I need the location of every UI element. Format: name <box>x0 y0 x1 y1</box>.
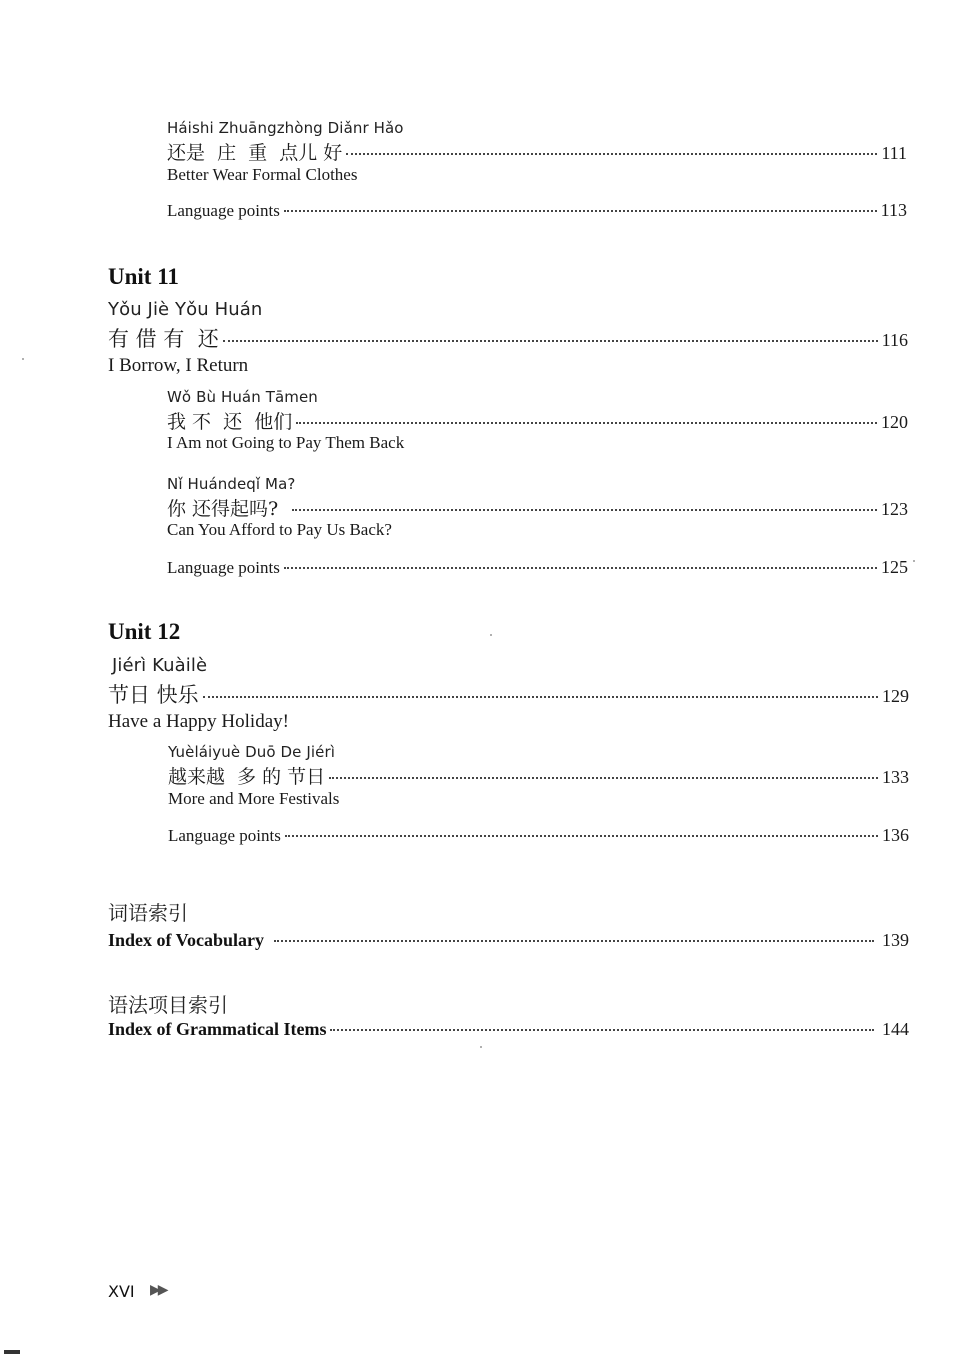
language-points-label: Language points <box>168 826 281 845</box>
page-number: 144 <box>882 1019 909 1039</box>
page-number: 139 <box>882 930 909 950</box>
scan-mark <box>4 1350 20 1354</box>
unit-heading: Unit 12 <box>108 619 181 644</box>
dot-leader <box>274 940 874 942</box>
dot-leader <box>285 835 878 837</box>
dot-leader <box>223 340 878 342</box>
toc-entry-language-points[interactable] <box>168 825 909 846</box>
unit-english: I Borrow, I Return <box>108 355 249 376</box>
toc-entry-yueláiyue-duo-de-jieri[interactable] <box>168 762 909 789</box>
dot-leader <box>284 210 877 212</box>
lesson-english: More and More Festivals <box>168 789 340 808</box>
lesson-pinyin: Nǐ Huándeqǐ Ma? <box>167 475 296 493</box>
lesson-english: Better Wear Formal Clothes <box>167 165 358 184</box>
unit-pinyin: Yǒu Jiè Yǒu Huán <box>108 299 263 320</box>
toc-entry-index-of-grammatical-items[interactable] <box>108 1019 909 1040</box>
scan-speck <box>490 634 492 636</box>
toc-entry-better-wear-formal-clothes[interactable] <box>167 138 907 165</box>
dot-leader <box>329 777 878 779</box>
toc-entry-language-points[interactable] <box>167 557 908 578</box>
page-number: 129 <box>882 686 909 706</box>
page-number: 111 <box>881 143 907 163</box>
unit-hanzi: 节日 快乐 <box>108 683 199 707</box>
index-grammar-english: Index of Grammatical Items <box>108 1019 327 1039</box>
dot-leader <box>296 422 877 424</box>
double-chevron-right-icon: ▶▶ <box>150 1282 166 1298</box>
lesson-pinyin: Yuèláiyuè Duō De Jiérì <box>168 743 335 761</box>
toc-entry-index-of-vocabulary[interactable] <box>108 930 909 951</box>
toc-entry-unit-12[interactable] <box>108 679 909 709</box>
language-points-label: Language points <box>167 558 280 577</box>
lesson-pinyin: Háishi Zhuāngzhòng Diǎnr Hǎo <box>167 119 404 137</box>
lesson-pinyin: Wǒ Bù Huán Tāmen <box>167 388 318 406</box>
unit-english: Have a Happy Holiday! <box>108 711 289 732</box>
page-number: 113 <box>880 200 907 220</box>
lesson-english: I Am not Going to Pay Them Back <box>167 433 405 452</box>
lesson-english: Can You Afford to Pay Us Back? <box>167 520 392 539</box>
scan-speck <box>480 1046 482 1048</box>
lesson-hanzi: 你 还得起吗? <box>167 498 279 520</box>
page-number: 136 <box>882 825 909 845</box>
index-vocabulary-english: Index of Vocabulary <box>108 930 265 950</box>
index-grammar-chinese: 语法项目索引 <box>108 993 228 1017</box>
dot-leader <box>330 1029 874 1031</box>
scan-speck <box>913 560 915 562</box>
language-points-label: Language points <box>167 201 280 220</box>
dot-leader <box>203 696 878 698</box>
page-number: 116 <box>881 330 908 350</box>
toc-entry-language-points[interactable] <box>167 200 907 221</box>
page-number: 120 <box>881 412 908 432</box>
dot-leader <box>292 509 877 511</box>
dot-leader <box>284 567 877 569</box>
page-folio: XVI <box>108 1282 135 1301</box>
toc-entry-unit-11[interactable] <box>108 323 908 353</box>
lesson-hanzi: 还是 庄 重 点儿 好 <box>167 142 343 164</box>
scan-speck <box>22 358 24 360</box>
unit-hanzi: 有 借 有 还 <box>108 327 219 351</box>
lesson-hanzi: 我 不 还 他们 <box>167 411 293 433</box>
page-number: 133 <box>882 767 909 787</box>
unit-pinyin: Jiérì Kuàilè <box>112 655 208 676</box>
toc-entry-wo-bu-huan-tamen[interactable] <box>167 407 908 434</box>
page-number: 123 <box>881 499 908 519</box>
toc-entry-ni-huandeqi-ma[interactable] <box>167 494 908 521</box>
page-number: 125 <box>881 557 908 577</box>
unit-heading: Unit 11 <box>108 264 179 289</box>
dot-leader <box>346 153 877 155</box>
lesson-hanzi: 越来越 多 的 节日 <box>168 766 326 788</box>
index-vocabulary-chinese: 词语索引 <box>108 901 188 925</box>
